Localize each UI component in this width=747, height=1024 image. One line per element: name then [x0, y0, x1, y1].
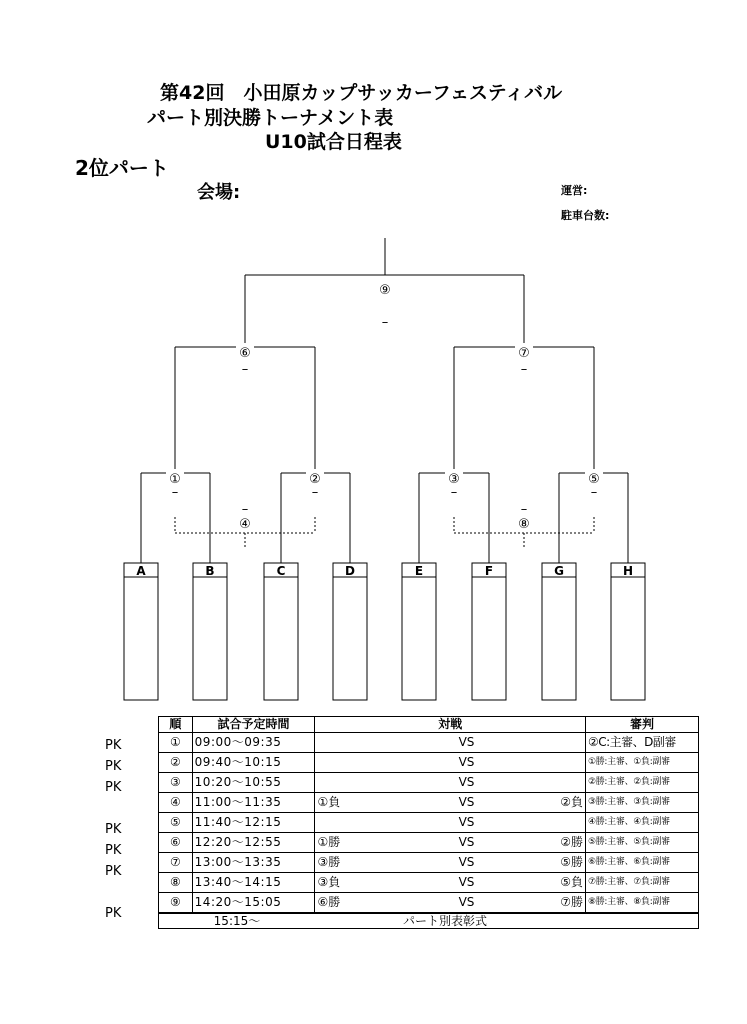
team-a-cell: ③勝: [315, 853, 448, 873]
parking-label: 駐車台数:: [561, 209, 610, 222]
referee-cell: ②C:主審、D副審: [585, 733, 698, 753]
table-row: [159, 813, 699, 833]
match-time: 09:40～10:15: [192, 753, 315, 773]
header-time: 試合予定時間: [192, 717, 315, 733]
team-a-cell: ①負: [315, 793, 448, 813]
vs-cell: VS: [448, 793, 485, 813]
team-d-label: D: [345, 564, 355, 578]
team-a-label: A: [136, 564, 146, 578]
vs-cell: VS: [448, 853, 485, 873]
match-9-score: –: [381, 315, 389, 330]
match-time: 09:00～09:35: [192, 733, 315, 753]
referee-cell: ①勝:主審、①負:副審: [585, 753, 698, 773]
vs-cell: VS: [448, 893, 485, 914]
header-order: 順: [159, 717, 193, 733]
pk-label-7: PK: [105, 864, 122, 879]
match-number: ②: [159, 753, 193, 773]
match-9-label: ⑨: [379, 283, 391, 298]
match-time: 12:20～12:55: [192, 833, 315, 853]
schedule-header-row: [159, 717, 699, 733]
schedule-table: [158, 716, 699, 929]
match-time: 11:00～11:35: [192, 793, 315, 813]
team-b-label: B: [205, 564, 215, 578]
pk-label-5: PK: [105, 822, 122, 837]
team-g-label: G: [554, 564, 564, 578]
team-b-cell: ⑤負: [485, 873, 586, 893]
team-c-label: C: [276, 564, 286, 578]
match-1-label: ①: [169, 472, 181, 487]
referee-cell: ⑥勝:主審、⑥負:副審: [585, 853, 698, 873]
referee-cell: ③勝:主審、③負:副審: [585, 793, 698, 813]
vs-cell: VS: [448, 753, 485, 773]
team-b-cell: [485, 753, 586, 773]
team-a-cell: [315, 733, 448, 753]
pk-label-3: PK: [105, 780, 122, 795]
team-b-cell: ②負: [485, 793, 586, 813]
venue-label: 会場:: [197, 182, 241, 203]
match-number: ⑦: [159, 853, 193, 873]
schedule-footer-row: [159, 913, 699, 929]
pk-label-2: PK: [105, 759, 122, 774]
match-2-label: ②: [309, 472, 321, 487]
pk-label-6: PK: [105, 843, 122, 858]
match-7-score: –: [520, 362, 528, 377]
team-b-cell: [485, 733, 586, 753]
match-1-score: –: [171, 485, 179, 500]
team-a-cell: [315, 753, 448, 773]
team-b-cell: ②勝: [485, 833, 586, 853]
vs-cell: VS: [448, 873, 485, 893]
team-f-label: F: [484, 564, 494, 578]
match-time: 14:20～15:05: [192, 893, 315, 914]
team-b-cell: [485, 813, 586, 833]
match-number: ⑥: [159, 833, 193, 853]
match-number: ⑨: [159, 893, 193, 914]
table-row: [159, 753, 699, 773]
match-time: 13:00～13:35: [192, 853, 315, 873]
team-a-cell: ③負: [315, 873, 448, 893]
match-6-label: ⑥: [239, 346, 251, 361]
table-row: [159, 873, 699, 893]
match-2-score: –: [311, 485, 319, 500]
team-b-cell: [485, 773, 586, 793]
match-5-label: ⑤: [588, 472, 600, 487]
pk-label-1: PK: [105, 738, 122, 753]
team-h-label: H: [622, 564, 634, 578]
vs-cell: VS: [448, 833, 485, 853]
match-number: ④: [159, 793, 193, 813]
title-line-3: U10試合日程表: [265, 131, 402, 153]
match-time: 10:20～10:55: [192, 773, 315, 793]
operation-label: 運営:: [561, 184, 588, 197]
header-referee: 審判: [585, 717, 698, 733]
team-b-cell: ⑦勝: [485, 893, 586, 914]
team-b-cell: ⑤勝: [485, 853, 586, 873]
vs-cell: VS: [448, 813, 485, 833]
table-row: [159, 853, 699, 873]
team-a-cell: ⑥勝: [315, 893, 448, 914]
team-e-label: E: [414, 564, 424, 578]
table-row: [159, 833, 699, 853]
match-4-score: –: [241, 502, 249, 517]
match-3-label: ③: [448, 472, 460, 487]
referee-cell: ④勝:主審、④負:副審: [585, 813, 698, 833]
ceremony-label: パート別表彰式: [315, 913, 699, 929]
match-time: 11:40～12:15: [192, 813, 315, 833]
part-label: 2位パート: [75, 156, 169, 180]
match-7-label: ⑦: [518, 346, 530, 361]
pk-label-9: PK: [105, 906, 122, 921]
match-number: ①: [159, 733, 193, 753]
referee-cell: ⑦勝:主審、⑦負:副審: [585, 873, 698, 893]
vs-cell: VS: [448, 733, 485, 753]
match-8-label: ⑧: [518, 517, 530, 532]
referee-cell: ⑧勝:主審、⑧負:副審: [585, 893, 698, 914]
table-row: [159, 733, 699, 753]
match-3-score: –: [450, 485, 458, 500]
header-match: 対戦: [315, 717, 586, 733]
team-a-cell: [315, 773, 448, 793]
team-a-cell: [315, 813, 448, 833]
match-8-score: –: [520, 502, 528, 517]
match-4-label: ④: [239, 517, 251, 532]
vs-cell: VS: [448, 773, 485, 793]
ceremony-time: 15:15～: [159, 913, 315, 929]
referee-cell: ②勝:主審、②負:副審: [585, 773, 698, 793]
title-line-2: パート別決勝トーナメント表: [147, 107, 394, 129]
match-number: ⑤: [159, 813, 193, 833]
match-5-score: –: [590, 485, 598, 500]
table-row: [159, 893, 699, 914]
match-number: ⑧: [159, 873, 193, 893]
table-row: [159, 793, 699, 813]
match-time: 13:40～14:15: [192, 873, 315, 893]
table-row: [159, 773, 699, 793]
title-line-1: 第42回 小田原カップサッカーフェスティバル: [160, 82, 563, 104]
match-number: ③: [159, 773, 193, 793]
team-a-cell: ①勝: [315, 833, 448, 853]
referee-cell: ⑤勝:主審、⑤負:副審: [585, 833, 698, 853]
match-6-score: –: [241, 362, 249, 377]
